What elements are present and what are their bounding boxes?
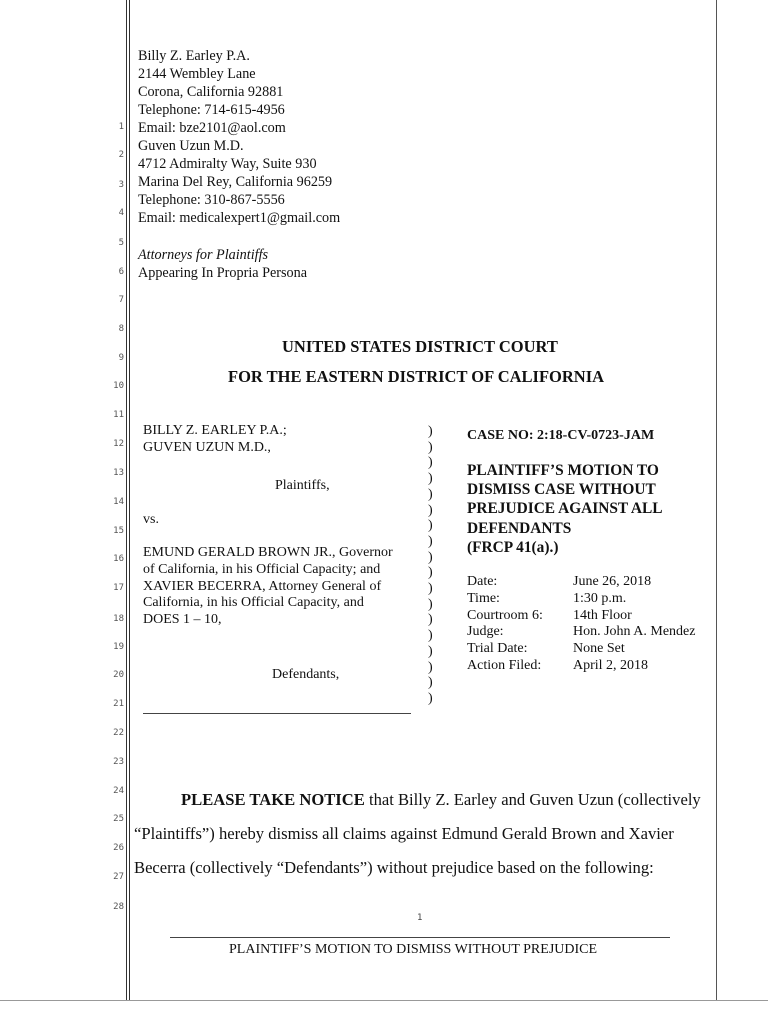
caption-paren: ) [428,675,433,691]
attorney-header [138,47,340,227]
line-number: 7 [118,295,124,305]
notice-line-1 [181,790,701,810]
detail-value: 1:30 p.m. [573,590,627,606]
line-number: 6 [118,267,124,277]
defendant-line: EMUND GERALD BROWN JR., Governor [143,545,393,560]
line-number: 23 [113,757,124,767]
address-line: 2144 Wembley Lane [138,66,256,82]
court-name: UNITED STATES DISTRICT COURT [282,337,558,356]
caption-paren: ) [428,628,433,644]
line-number: 16 [113,554,124,564]
detail-label: Date: [467,574,498,589]
detail-row [467,608,696,625]
line-number: 11 [113,410,124,420]
line-number: 28 [113,902,124,912]
line-number: 19 [113,642,124,652]
address-line: 4712 Admiralty Way, Suite 930 [138,156,317,172]
motion-title-line: (FRCP 41(a).) [467,538,559,556]
caption-paren: ) [428,486,433,502]
line-number: 25 [113,814,124,824]
line-number: 5 [118,238,124,248]
notice-text: that Billy Z. Earley and Guven Uzun (collectively [364,790,701,809]
bottom-edge-rule [0,1000,768,1001]
line-number: 17 [113,583,124,593]
page-number: 1 [417,913,423,923]
notice-line-2: “Plaintiffs”) hereby dismiss all claims against Edmund Gerald Brown and Xavier [134,824,674,843]
address-line: Corona, California 92881 [138,84,284,100]
motion-title-line: DEFENDANTS [467,519,572,537]
line-number: 18 [113,614,124,624]
caption-paren: ) [428,581,433,597]
footer-title: PLAINTIFF’S MOTION TO DISMISS WITHOUT PREJUDICE [229,942,598,957]
defendant-line: DOES 1 – 10, [143,612,222,628]
plaintiff-name: BILLY Z. EARLEY P.A.; [143,423,287,438]
detail-value: April 2, 2018 [573,657,649,673]
detail-label: Courtroom 6: [467,607,543,623]
motion-title-line: DISMISS CASE WITHOUT [467,481,656,499]
line-number: 21 [113,699,124,709]
line-number: 13 [113,468,124,478]
address-line: Telephone: 310-867-5556 [138,192,285,208]
caption-paren: ) [428,455,433,471]
address-line: Telephone: 714-615-4956 [138,102,285,118]
detail-row [467,591,696,608]
address-line: Billy Z. Earley P.A. [138,48,250,64]
line-number: 14 [113,497,124,507]
left-margin-rule-outer [126,0,127,1000]
left-margin-rule-inner [129,0,130,1000]
address-line: Email: medicalexpert1@gmail.com [138,210,341,226]
case-number: CASE NO: 2:18-CV-0723-JAM [467,428,655,443]
attorneys-for: Attorneys for Plaintiffs [138,247,269,263]
caption-paren: ) [428,612,433,628]
line-number: 26 [113,843,124,853]
caption-paren: ) [428,596,433,612]
caption-paren: ) [428,659,433,675]
defendant-line: California, in his Official Capacity, and [143,595,364,611]
motion-title-line: PREJUDICE AGAINST ALL [467,500,663,518]
line-number: 8 [118,324,124,334]
line-number: 9 [118,353,124,363]
caption-paren: ) [428,471,433,487]
line-number: 2 [118,150,124,160]
detail-row [467,574,696,591]
detail-value: None Set [573,641,625,657]
footer-rule [170,937,670,938]
detail-row [467,658,696,675]
caption-paren: ) [428,439,433,455]
line-number: 27 [113,872,124,882]
motion-title-line: PLAINTIFF’S MOTION TO [467,462,659,479]
right-margin-rule [716,0,717,1000]
line-number: 12 [113,439,124,449]
caption-paren: ) [428,565,433,581]
defendant-line: of California, in his Official Capacity; and [143,561,381,577]
caption-parentheses [428,424,433,707]
detail-row [467,624,696,641]
caption-underline [143,713,411,714]
line-number: 1 [118,122,124,132]
line-number: 10 [113,381,124,391]
address-line: Guven Uzun M.D. [138,138,244,154]
defendant-line: XAVIER BECERRA, Attorney General of [143,578,382,594]
caption-paren: ) [428,549,433,565]
detail-row [467,641,696,658]
defendants-names [143,545,393,629]
notice-line-3: Becerra (collectively “Defendants”) without prejudice based on the following: [134,858,654,877]
caption-paren: ) [428,643,433,659]
defendants-label: Defendants, [272,667,340,682]
detail-label: Action Filed: [467,657,542,673]
detail-value: June 26, 2018 [573,574,652,589]
caption-paren: ) [428,502,433,518]
caption-paren: ) [428,533,433,549]
appearing-pro-per: Appearing In Propria Persona [138,265,308,281]
line-number: 4 [118,208,124,218]
line-number: 15 [113,526,124,536]
address-line: Marina Del Rey, California 96259 [138,174,333,190]
line-number: 20 [113,670,124,680]
detail-value: 14th Floor [573,607,632,623]
notice-lead: PLEASE TAKE NOTICE [181,790,365,809]
detail-label: Judge: [467,624,504,640]
hearing-details [467,574,696,675]
plaintiff-name: GUVEN UZUN M.D., [143,440,271,455]
line-number: 24 [113,786,124,796]
line-number: 22 [113,728,124,738]
caption-paren: ) [428,518,433,534]
court-district: FOR THE EASTERN DISTRICT OF CALIFORNIA [228,367,605,386]
detail-label: Time: [467,590,500,606]
detail-label: Trial Date: [467,641,528,657]
motion-title [467,461,663,557]
versus: vs. [143,512,159,527]
line-number: 3 [118,180,124,190]
plaintiffs-label: Plaintiffs, [275,478,330,493]
address-line: Email: bze2101@aol.com [138,120,286,136]
caption-paren: ) [428,690,433,706]
detail-value: Hon. John A. Mendez [573,624,696,640]
caption-paren: ) [428,424,433,439]
